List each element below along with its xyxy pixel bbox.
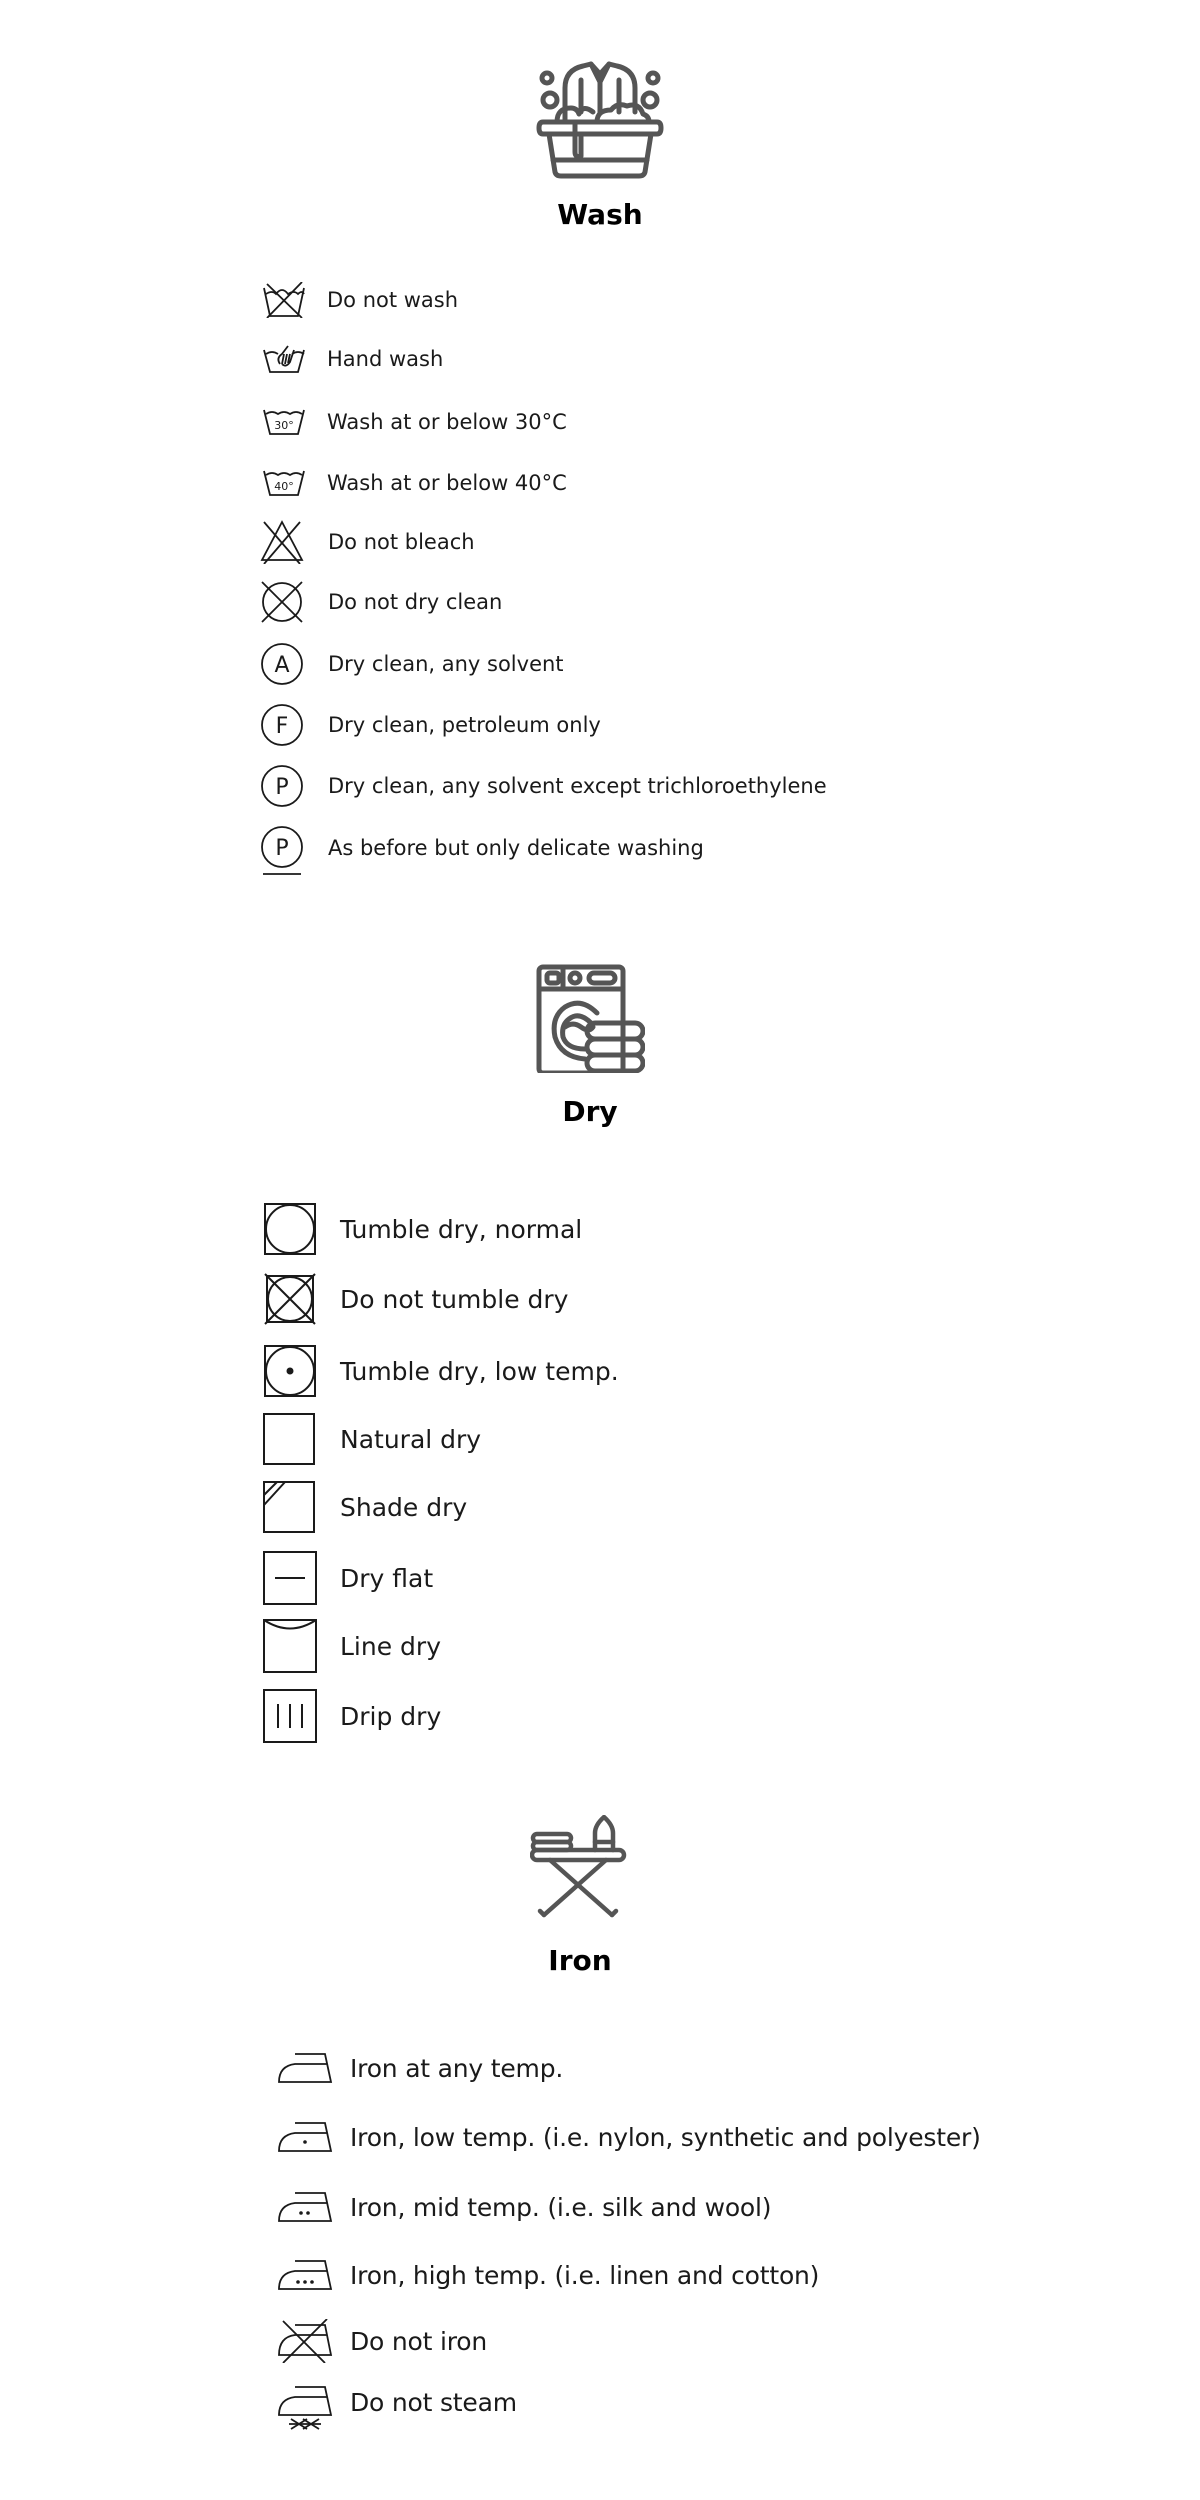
- dry-item-flat: [263, 1551, 433, 1605]
- wash-item-label: Wash at or below 30°C: [327, 410, 567, 434]
- washing-machine-icon: [535, 963, 645, 1073]
- dry-item-label: Dry flat: [340, 1563, 434, 1593]
- shade-dry-icon: [263, 1481, 315, 1533]
- dry-section-header: [520, 963, 660, 1128]
- dry-item-label: Natural dry: [340, 1424, 482, 1454]
- do-not-iron-icon: [277, 2319, 333, 2363]
- wash-item-40: [262, 469, 567, 497]
- do-not-wash-icon: [262, 282, 306, 318]
- wash-item-dry-clean-a: [260, 642, 564, 686]
- dry-item-line: [263, 1619, 441, 1673]
- tumble-dry-normal-icon: [264, 1203, 316, 1255]
- wash-item-dry-clean-f: [260, 703, 601, 747]
- iron-item-high-temp: [277, 2259, 819, 2291]
- dry-item-label: Drip dry: [340, 1701, 442, 1731]
- wash-section-header: [530, 60, 670, 231]
- iron-item-label: Iron, low temp. (i.e. nylon, synthetic and polyester): [350, 2122, 981, 2152]
- dry-item-tumble-normal: [264, 1203, 582, 1255]
- iron-section-header: [510, 1815, 650, 1977]
- svg-text:A: A: [274, 653, 290, 678]
- wash-30-icon: [262, 408, 306, 436]
- dry-item-shade: [263, 1481, 467, 1533]
- tumble-dry-low-icon: [264, 1345, 316, 1397]
- wash-item-label: Dry clean, any solvent: [328, 652, 564, 676]
- dry-item-drip: [263, 1689, 441, 1743]
- dry-item-label: Shade dry: [340, 1492, 468, 1522]
- wash-item-label: Dry clean, any solvent except trichloroethylene: [328, 774, 827, 798]
- do-not-steam-icon: [277, 2385, 333, 2431]
- iron-item-do-not-iron: [277, 2319, 487, 2363]
- wash-item-label: Do not wash: [327, 288, 459, 312]
- dry-item-tumble-low: [264, 1345, 619, 1397]
- iron-item-label: Iron at any temp.: [350, 2053, 564, 2083]
- dry-clean-f-icon: [260, 703, 304, 747]
- line-dry-icon: [263, 1619, 317, 1673]
- iron-item-label: Do not iron: [350, 2326, 487, 2356]
- wash-item-dry-clean-p-delicate: [260, 825, 704, 877]
- iron-item-any-temp: [277, 2052, 563, 2084]
- wash-item-label: Do not dry clean: [328, 590, 503, 614]
- iron-item-mid-temp: [277, 2191, 771, 2223]
- wash-item-dry-clean-p: [260, 764, 827, 808]
- iron-item-low-temp: [277, 2121, 981, 2153]
- dry-item-natural: [263, 1413, 481, 1465]
- iron-item-label: Iron, mid temp. (i.e. silk and wool): [350, 2192, 772, 2222]
- wash-item-do-not-bleach: [260, 520, 475, 564]
- svg-text:40°: 40°: [274, 480, 294, 493]
- dry-clean-p-icon: [260, 764, 304, 808]
- wash-section-title: Wash: [557, 198, 643, 231]
- dry-section-title: Dry: [562, 1095, 618, 1128]
- natural-dry-icon: [263, 1413, 315, 1465]
- drip-dry-icon: [263, 1689, 317, 1743]
- dry-clean-a-icon: [260, 642, 304, 686]
- svg-text:P: P: [275, 775, 289, 800]
- ironing-board-icon: [530, 1815, 630, 1920]
- iron-any-temp-icon: [277, 2052, 333, 2084]
- iron-low-temp-icon: [277, 2121, 333, 2153]
- washing-basin-icon: [535, 60, 665, 180]
- iron-item-label: Do not steam: [350, 2387, 517, 2417]
- wash-item-label: Wash at or below 40°C: [327, 471, 567, 495]
- iron-section-title: Iron: [548, 1944, 612, 1977]
- wash-item-30: [262, 408, 567, 436]
- dry-clean-p-delicate-icon: [260, 825, 304, 877]
- dry-item-label: Do not tumble dry: [340, 1284, 569, 1314]
- iron-high-temp-icon: [277, 2259, 333, 2291]
- dry-item-label: Line dry: [340, 1631, 441, 1661]
- wash-item-label: As before but only delicate washing: [328, 836, 704, 860]
- dry-item-label: Tumble dry, normal: [340, 1214, 583, 1244]
- do-not-tumble-dry-icon: [264, 1273, 316, 1325]
- wash-item-label: Dry clean, petroleum only: [328, 713, 601, 737]
- svg-text:30°: 30°: [274, 419, 294, 432]
- iron-item-label: Iron, high temp. (i.e. linen and cotton): [350, 2260, 820, 2290]
- do-not-dry-clean-icon: [260, 580, 304, 624]
- wash-item-hand-wash: [262, 344, 443, 374]
- iron-item-do-not-steam: [277, 2385, 517, 2431]
- svg-text:P: P: [275, 836, 289, 861]
- wash-item-do-not-dry-clean: [260, 580, 502, 624]
- iron-mid-temp-icon: [277, 2191, 333, 2223]
- wash-item-label: Do not bleach: [328, 530, 475, 554]
- wash-item-label: Hand wash: [327, 347, 444, 371]
- dry-item-label: Tumble dry, low temp.: [340, 1356, 619, 1386]
- do-not-bleach-icon: [260, 520, 304, 564]
- hand-wash-icon: [262, 344, 306, 374]
- wash-40-icon: [262, 469, 306, 497]
- wash-item-do-not-wash: [262, 282, 458, 318]
- dry-item-do-not-tumble: [264, 1273, 568, 1325]
- svg-text:F: F: [275, 714, 289, 739]
- dry-flat-icon: [263, 1551, 317, 1605]
